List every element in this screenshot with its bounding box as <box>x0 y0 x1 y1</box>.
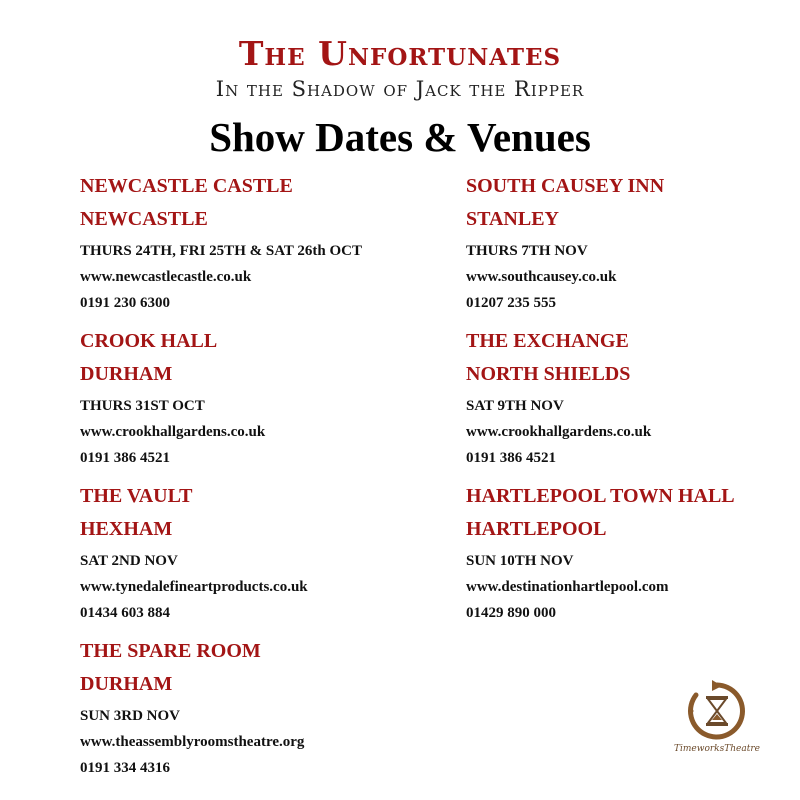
venue-town: NEWCASTLE <box>80 208 208 230</box>
venue-website[interactable]: www.theassemblyroomstheatre.org <box>80 734 305 750</box>
venue-dates: THURS 24TH, FRI 25TH & SAT 26th OCT <box>80 243 362 259</box>
venue-dates: SAT 2ND NOV <box>80 553 178 569</box>
venue-crook-hall <box>80 325 410 471</box>
venue-dates: THURS 7TH NOV <box>466 243 588 259</box>
venue-phone: 01429 890 000 <box>466 605 556 621</box>
venue-town: DURHAM <box>80 363 173 385</box>
venue-newcastle-castle <box>80 170 410 316</box>
venue-dates: SUN 3RD NOV <box>80 708 181 724</box>
venue-the-spare-room <box>80 635 410 781</box>
show-title: The Unfortunates <box>238 34 562 73</box>
venue-website[interactable]: www.southcausey.co.uk <box>466 269 617 285</box>
venue-south-causey-inn <box>466 170 796 316</box>
venue-name: THE SPARE ROOM <box>80 640 261 662</box>
venue-phone: 0191 334 4316 <box>80 760 170 776</box>
venue-dates: THURS 31ST OCT <box>80 398 205 414</box>
timeworks-theatre-logo <box>672 678 762 768</box>
venue-name: NEWCASTLE CASTLE <box>80 175 293 197</box>
venue-name: THE VAULT <box>80 485 193 507</box>
venue-name: SOUTH CAUSEY INN <box>466 175 665 197</box>
venues-left-column <box>80 170 410 790</box>
venue-town: STANLEY <box>466 208 559 230</box>
venue-dates: SUN 10TH NOV <box>466 553 574 569</box>
venue-website[interactable]: www.crookhallgardens.co.uk <box>80 424 266 440</box>
venue-phone: 0191 386 4521 <box>466 450 556 466</box>
venue-dates: SAT 9TH NOV <box>466 398 564 414</box>
venue-website[interactable]: www.destinationhartlepool.com <box>466 579 669 595</box>
venue-website[interactable]: www.newcastlecastle.co.uk <box>80 269 252 285</box>
venue-town: DURHAM <box>80 673 173 695</box>
venue-town: NORTH SHIELDS <box>466 363 631 385</box>
hourglass-clock-icon <box>684 678 750 744</box>
logo-text: TimeworksTheatre <box>674 744 760 754</box>
venue-the-vault <box>80 480 410 626</box>
venue-hartlepool-town-hall <box>466 480 796 626</box>
venue-name: CROOK HALL <box>80 330 218 352</box>
venue-website[interactable]: www.tynedalefineartproducts.co.uk <box>80 579 308 595</box>
show-subtitle: In the Shadow of Jack the Ripper <box>215 77 585 101</box>
venue-phone: 0191 386 4521 <box>80 450 170 466</box>
page-heading: Show Dates & Venues <box>209 114 591 160</box>
venues-right-column <box>466 170 796 635</box>
venue-phone: 0191 230 6300 <box>80 295 170 311</box>
venue-name: THE EXCHANGE <box>466 330 629 352</box>
venue-name: HARTLEPOOL TOWN HALL <box>466 485 735 507</box>
venue-phone: 01434 603 884 <box>80 605 170 621</box>
venue-the-exchange <box>466 325 796 471</box>
venue-town: HEXHAM <box>80 518 173 540</box>
venue-phone: 01207 235 555 <box>466 295 556 311</box>
venue-town: HARTLEPOOL <box>466 518 607 540</box>
venue-website[interactable]: www.crookhallgardens.co.uk <box>466 424 652 440</box>
